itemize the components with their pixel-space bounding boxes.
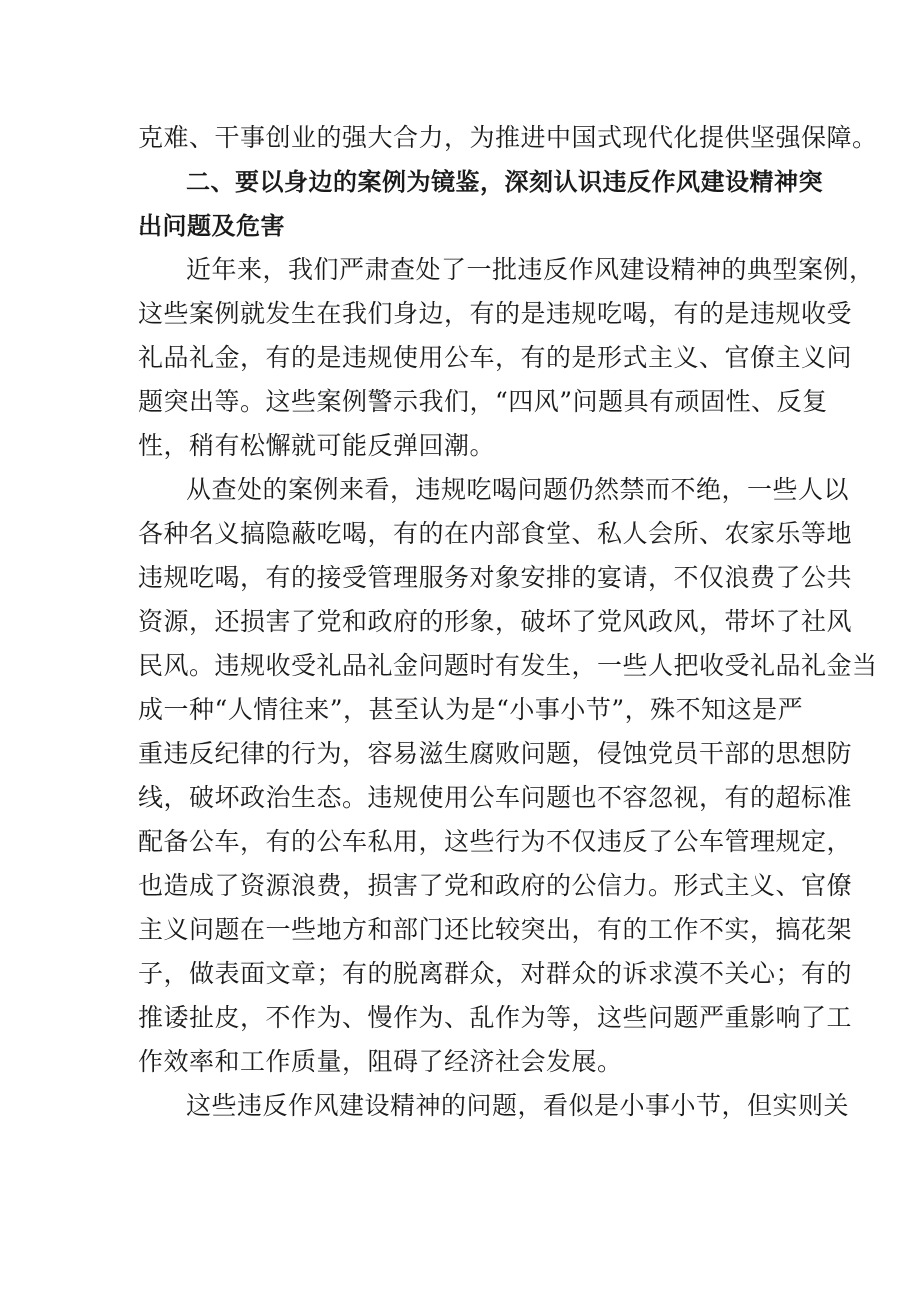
text-line: 成一种“人情往来”，甚至认为是“小事小节”，殊不知这是严: [138, 695, 804, 724]
text-line: 线，破坏政治生态。违规使用公车问题也不容忽视，有的超标准: [138, 783, 853, 812]
text-line: 性，稍有松懈就可能反弹回潮。: [138, 431, 496, 460]
heading-line: 出问题及危害: [138, 212, 285, 240]
text-line: 民风。违规收受礼品礼金问题时有发生，一些人把收受礼品礼金当: [138, 651, 878, 680]
text-line: 近年来，我们严肃查处了一批违反作风建设精神的典型案例，: [186, 255, 875, 284]
body-paragraph-2: [138, 468, 878, 1084]
text-line: 这些违反作风建设精神的问题，看似是小事小节，但实则关: [186, 1091, 850, 1120]
text-line: 也造成了资源浪费，损害了党和政府的公信力。形式主义、官僚: [138, 871, 853, 900]
text-line: 违规吃喝，有的接受管理服务对象安排的宴请，不仅浪费了公共: [138, 563, 853, 592]
document-page: [138, 116, 878, 1128]
intro-paragraph-tail: [138, 116, 878, 160]
text-line: 推诿扯皮，不作为、慢作为、乱作为等，这些问题严重影响了工: [138, 1003, 853, 1032]
text-line: 这些案例就发生在我们身边，有的是违规吃喝，有的是违规收受: [138, 299, 853, 328]
body-paragraph-3: [138, 1084, 850, 1128]
text-line: 主义问题在一些地方和部门还比较突出，有的工作不实，搞花架: [138, 915, 853, 944]
text-line: 重违反纪律的行为，容易滋生腐败问题，侵蚀党员干部的思想防: [138, 739, 853, 768]
text-line: 配备公车，有的公车私用，这些行为不仅违反了公车管理规定，: [138, 827, 853, 856]
text-line: 克难、干事创业的强大合力，为推进中国式现代化提供坚强保障。: [138, 123, 878, 152]
text-line: 资源，还损害了党和政府的形象，破坏了党风政风，带坏了社风: [138, 607, 853, 636]
text-line: 礼品礼金，有的是违规使用公车，有的是形式主义、官僚主义问: [138, 343, 853, 372]
text-line: 子，做表面文章；有的脱离群众，对群众的诉求漠不关心；有的: [138, 959, 853, 988]
body-paragraph-1: [138, 248, 875, 468]
text-line: 题突出等。这些案例警示我们，“四风”问题具有顽固性、反复: [138, 387, 828, 416]
text-line: 作效率和工作质量，阻碍了经济社会发展。: [138, 1047, 623, 1076]
text-line: 从查处的案例来看，违规吃喝问题仍然禁而不绝，一些人以: [186, 475, 850, 504]
heading-line: 二、要以身边的案例为镜鉴，深刻认识违反作风建设精神突: [186, 168, 823, 196]
section-heading: [138, 160, 823, 248]
text-line: 各种名义搞隐蔽吃喝，有的在内部食堂、私人会所、农家乐等地: [138, 519, 853, 548]
